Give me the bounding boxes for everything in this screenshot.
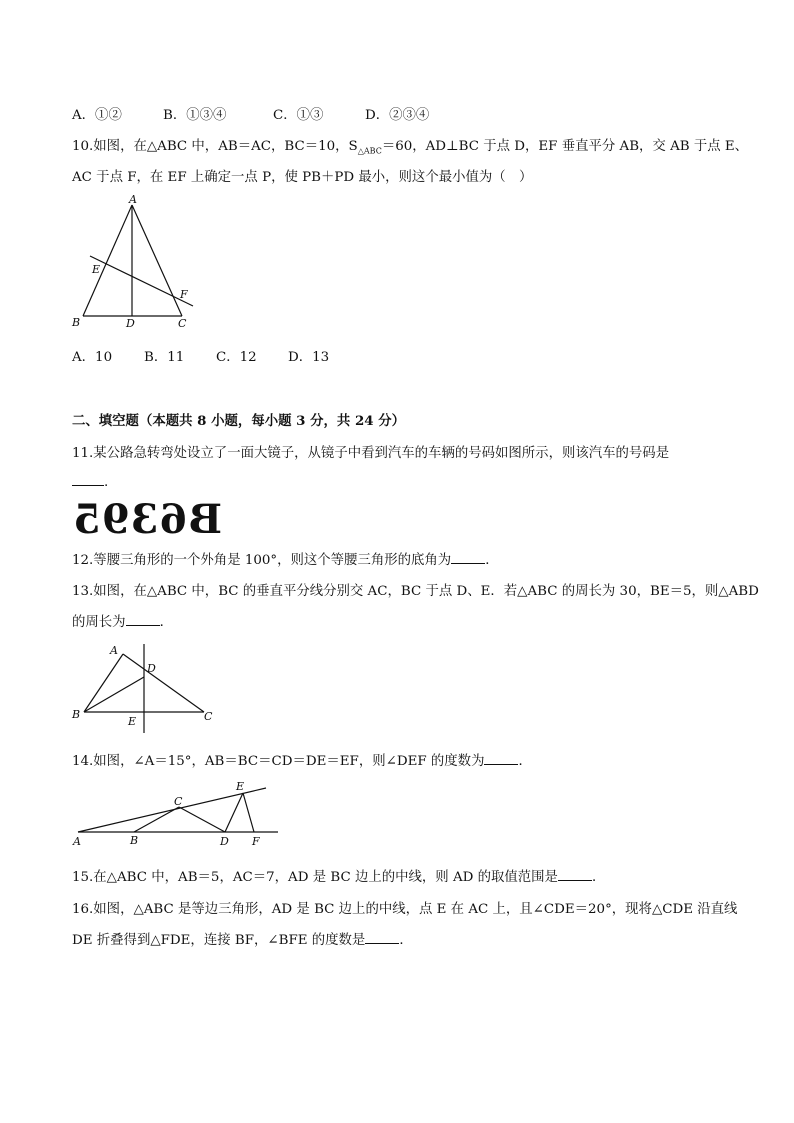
- q16-line1: 16.如图，△ABC 是等边三角形，AD 是 BC 边上的中线，点 E 在 AC 上，且∠CDE＝20°，现将△CDE 沿直线: [72, 902, 738, 917]
- q13-label-d: D: [147, 662, 156, 675]
- q9-option-d: D．②③④: [365, 108, 430, 123]
- q11-answer-blank: [72, 473, 104, 486]
- q10-line2: AC 于点 F，在 EF 上确定一点 P，使 PB＋PD 最小，则这个最小值为（ ）: [72, 170, 533, 185]
- q9-option-a: A．①②: [72, 108, 122, 123]
- q12-line: 12.等腰三角形的一个外角是 100°，则这个等腰三角形的底角为 ．: [72, 553, 499, 568]
- q13-line1: 13.如图，在△ABC 中，BC 的垂直平分线分别交 AC，BC 于点 D、E．若△ABC 的周长为 30，BE＝5，则△ABD: [72, 584, 759, 599]
- q14-label-b: B: [130, 834, 139, 847]
- q9-option-b: B．①③④: [163, 108, 227, 123]
- q13-answer-blank: [126, 613, 160, 626]
- q13-label-e: E: [128, 715, 137, 728]
- q14-label-d: D: [220, 835, 229, 848]
- q14-label-e: E: [236, 780, 245, 793]
- section-title: 二、填空题（本题共 8 小题，每小题 3 分，共 24 分）: [72, 413, 406, 429]
- q13-line2: 的周长为 ．: [72, 615, 173, 630]
- q10-label-c: C: [178, 317, 187, 330]
- q15-answer-blank: [558, 868, 592, 881]
- q10-label-e: E: [92, 263, 101, 276]
- q14-figure: [68, 776, 282, 848]
- q10-figure: [68, 192, 208, 334]
- q13-label-a: A: [110, 644, 118, 657]
- q10-option-a: A．10: [72, 350, 113, 365]
- q13-label-c: C: [204, 710, 213, 723]
- q15-line: 15.在△ABC 中，AB＝5，AC＝7，AD 是 BC 边上的中线，则 AD 的取值范围是 ．: [72, 870, 606, 885]
- q14-label-a: A: [73, 835, 81, 848]
- q14-label-c: C: [174, 795, 183, 808]
- q10-label-b: B: [72, 316, 81, 329]
- q14-line: 14.如图，∠A＝15°，AB＝BC＝CD＝DE＝EF，则∠DEF 的度数为 ．: [72, 754, 532, 769]
- q10-label-a: A: [129, 193, 137, 206]
- q10-line1: 10.如图，在△ABC 中，AB＝AC，BC＝10，$S_{\triangle ABC}=60$，AD⊥BC 于点 D，EF 垂直平分 AB，交 AB 于点 E、: [72, 139, 749, 156]
- q10-option-b: B．11: [144, 350, 185, 365]
- q10-label-d: D: [126, 317, 135, 330]
- q14-label-f: F: [252, 835, 260, 848]
- q10-option-d: D．13: [288, 350, 330, 365]
- q11-line2: .: [72, 473, 108, 490]
- q11-line1: 11.某公路急转弯处设立了一面大镜子，从镜子中看到汽车的车辆的号码如图所示，则该汽车的号码是: [72, 446, 670, 461]
- q14-answer-blank: [484, 752, 518, 765]
- q9-option-c: C．①③: [273, 108, 324, 123]
- q12-answer-blank: [451, 551, 485, 564]
- q16-line2: DE 折叠得到△FDE，连接 BF，∠BFE 的度数是 ．: [72, 933, 413, 948]
- q13-figure: [68, 640, 228, 736]
- q11-mirrored-plate: B6395: [72, 496, 223, 543]
- q16-answer-blank: [365, 931, 399, 944]
- q13-label-b: B: [72, 708, 81, 721]
- q10-option-c: C．12: [216, 350, 257, 365]
- q10-label-f: F: [180, 288, 188, 301]
